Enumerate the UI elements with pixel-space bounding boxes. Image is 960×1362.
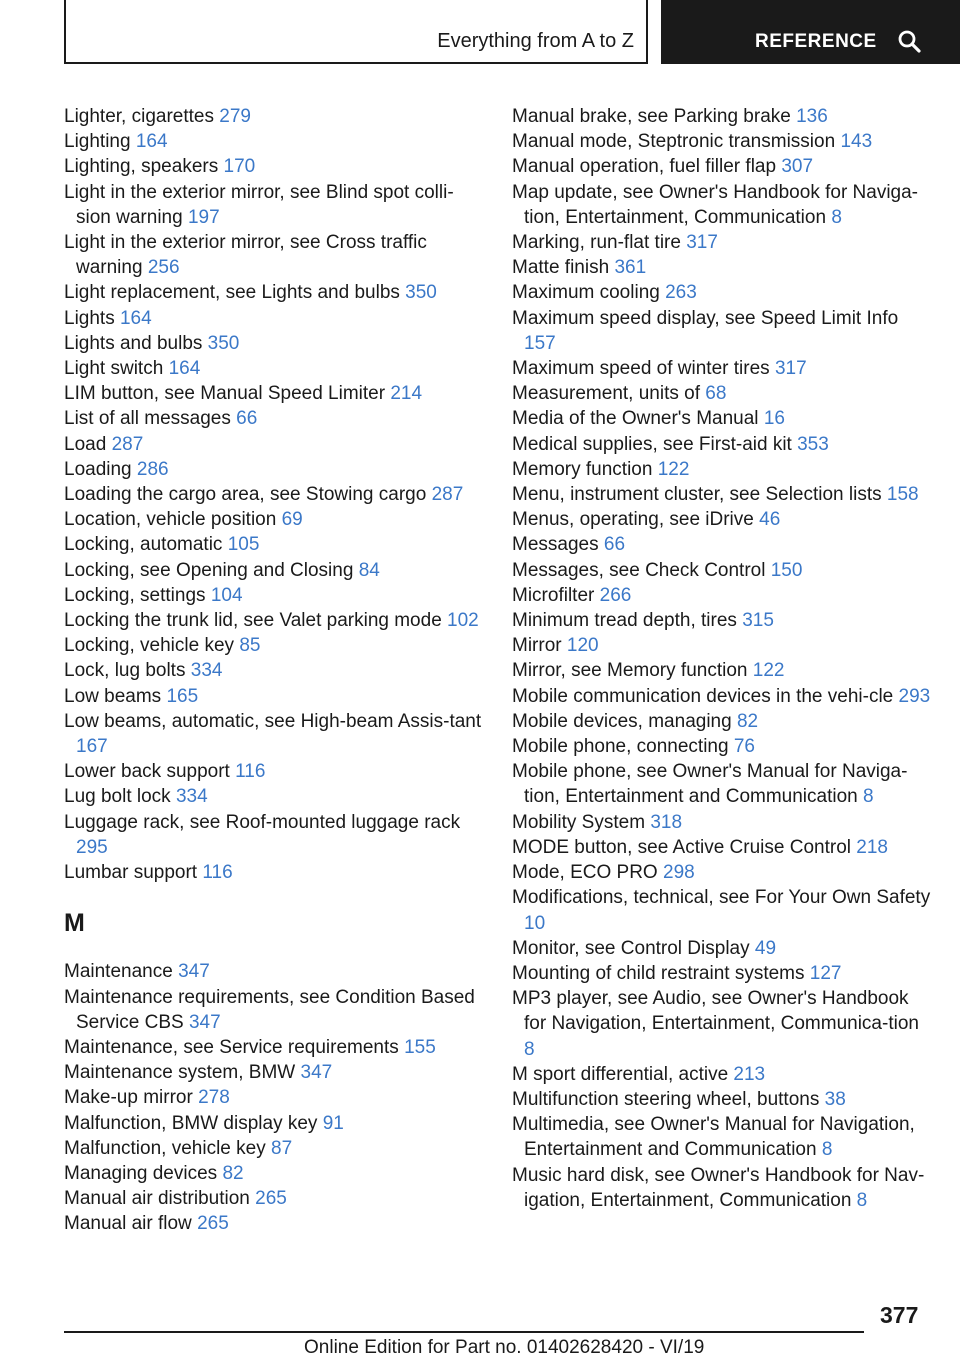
index-entry xyxy=(64,180,484,230)
index-entry-page-link[interactable]: 213 xyxy=(733,1063,766,1085)
index-entry-text: List of all messages xyxy=(64,408,231,430)
index-entry xyxy=(512,104,932,129)
index-entry-page-link[interactable]: 66 xyxy=(603,534,626,556)
index-entry-page-link[interactable]: 150 xyxy=(770,559,803,581)
index-entry xyxy=(64,406,484,431)
index-entry xyxy=(64,1035,484,1060)
index-entry-text: Medical supplies, see First-aid kit xyxy=(512,433,792,455)
index-entry xyxy=(512,961,932,986)
index-entry xyxy=(64,759,484,784)
index-entry-page-link[interactable]: 164 xyxy=(135,131,168,153)
index-entry xyxy=(512,180,932,230)
index-entry xyxy=(512,759,932,809)
index-entry-text: Microfilter xyxy=(512,584,595,606)
index-entry xyxy=(64,306,484,331)
index-entry-page-link[interactable]: 8 xyxy=(821,1139,833,1161)
index-entry-page-link[interactable]: 197 xyxy=(187,206,220,228)
index-entry xyxy=(512,1163,932,1213)
index-entry-text: Lug bolt lock xyxy=(64,786,171,808)
index-entry xyxy=(64,1111,484,1136)
index-entry xyxy=(64,959,484,984)
index-list-l xyxy=(64,104,484,885)
index-entry-text: Locking, automatic xyxy=(64,534,223,556)
index-entry-text: Mode, ECO PRO xyxy=(512,862,658,884)
index-entry-page-link[interactable]: 307 xyxy=(781,156,814,178)
footer-edition xyxy=(304,1337,704,1359)
index-entry-text: Mobile phone, see Owner's Manual for Naviga‐tion, Entertainment and Communication xyxy=(512,761,908,808)
index-entry-page-link[interactable]: 10 xyxy=(524,912,546,934)
index-entry-text: Menus, operating, see iDrive xyxy=(512,509,754,531)
index-entry-page-link[interactable]: 353 xyxy=(797,433,829,455)
index-entry xyxy=(512,532,932,557)
index-entry-page-link[interactable]: 287 xyxy=(111,433,144,455)
index-entry xyxy=(512,306,932,356)
index-entry-text: Lower back support xyxy=(64,761,230,783)
index-entry-page-link[interactable]: 91 xyxy=(322,1112,344,1134)
index-entry xyxy=(64,280,484,305)
index-entry-page-link[interactable]: 102 xyxy=(447,610,479,632)
index-entry-page-link[interactable]: 334 xyxy=(175,786,208,808)
index-entry xyxy=(64,1060,484,1085)
index-column-left xyxy=(64,104,484,1237)
index-entry-text: Monitor, see Control Display xyxy=(512,937,750,959)
index-entry-page-link[interactable]: 279 xyxy=(219,106,251,127)
index-entry xyxy=(512,1112,932,1162)
index-entry-page-link[interactable]: 298 xyxy=(663,862,695,884)
index-entry-page-link[interactable]: 165 xyxy=(166,685,199,707)
index-entry-text: Manual air distribution xyxy=(64,1188,250,1210)
index-entry-page-link[interactable]: 155 xyxy=(404,1036,436,1058)
index-entry-text: Maintenance, see Service requirements xyxy=(64,1036,399,1058)
index-entry-text: Marking, run-flat tire xyxy=(512,232,681,254)
index-entry-text: Locking, see Opening and Closing xyxy=(64,559,354,581)
footer-divider xyxy=(64,1331,864,1333)
index-entry-text: Malfunction, vehicle key xyxy=(64,1137,266,1159)
index-entry xyxy=(64,709,484,759)
index-entry-text: Maximum cooling xyxy=(512,282,660,304)
index-entry xyxy=(64,507,484,532)
index-entry xyxy=(64,810,484,860)
index-entry-page-link[interactable]: 49 xyxy=(754,937,777,959)
reference-tab-label: REFERENCE xyxy=(755,31,877,52)
index-entry-page-link[interactable]: 82 xyxy=(222,1162,244,1184)
index-entry-text: Maintenance system, BMW xyxy=(64,1062,296,1084)
index-entry xyxy=(512,608,932,633)
index-entry xyxy=(512,230,932,255)
index-entry-text: Manual mode, Steptronic transmission xyxy=(512,131,836,153)
index-entry xyxy=(64,1136,484,1161)
index-entry-page-link[interactable]: 46 xyxy=(759,509,781,531)
index-entry-text: Manual brake, see Parking brake xyxy=(512,106,791,127)
index-entry-text: Light in the exterior mirror, see Blind spot colli‐sion warning xyxy=(64,181,454,228)
index-entry-text: Light replacement, see Lights and bulbs xyxy=(64,282,400,304)
index-entry-text: Mirror xyxy=(512,635,562,657)
index-entry-page-link[interactable]: 347 xyxy=(188,1011,221,1033)
index-entry-page-link[interactable]: 85 xyxy=(239,635,261,657)
index-entry xyxy=(512,986,932,1062)
index-entry-page-link[interactable]: 295 xyxy=(76,836,108,858)
index-entry xyxy=(512,583,932,608)
index-entry-text: Make-up mirror xyxy=(64,1087,193,1109)
index-entry xyxy=(512,482,932,507)
index-entry xyxy=(64,608,484,633)
index-entry xyxy=(64,1085,484,1110)
index-entry xyxy=(64,381,484,406)
index-entry-page-link[interactable]: 76 xyxy=(733,736,755,758)
index-entry-page-link[interactable]: 361 xyxy=(614,257,647,279)
index-entry xyxy=(512,356,932,381)
index-entry xyxy=(512,1087,932,1112)
index-entry-text: Low beams, automatic, see High-beam Assis‐tant xyxy=(64,710,482,732)
index-entry xyxy=(64,633,484,658)
index-entry-text: Mobile devices, managing xyxy=(512,710,732,732)
index-entry xyxy=(64,558,484,583)
index-entry-page-link[interactable]: 265 xyxy=(197,1213,229,1235)
index-entry-page-link[interactable]: 293 xyxy=(898,685,931,707)
index-entry-page-link[interactable]: 347 xyxy=(178,961,210,983)
index-entry xyxy=(64,1211,484,1236)
index-entry xyxy=(64,482,484,507)
index-entry-text: Maintenance xyxy=(64,961,173,983)
index-entry-text: Mobile phone, connecting xyxy=(512,736,729,758)
index-entry-text: Locking, vehicle key xyxy=(64,635,235,657)
index-entry-page-link[interactable]: 66 xyxy=(236,408,258,430)
reference-tab[interactable] xyxy=(661,0,960,64)
index-entry-text: Matte finish xyxy=(512,257,610,279)
index-entry-page-link[interactable]: 256 xyxy=(147,257,180,279)
index-entry-page-link[interactable]: 164 xyxy=(168,358,201,380)
index-entry-text: Multifunction steering wheel, buttons xyxy=(512,1088,820,1110)
index-entry xyxy=(512,885,932,935)
index-entry xyxy=(512,1062,932,1087)
index-entry-text: Memory function xyxy=(512,458,653,480)
index-entry-page-link[interactable]: 8 xyxy=(863,786,874,808)
index-entry xyxy=(64,985,484,1035)
index-entry-text: Mirror, see Memory function xyxy=(512,660,748,682)
index-entry xyxy=(64,532,484,557)
index-entry-text: Mobility System xyxy=(512,811,646,833)
index-entry-page-link[interactable]: 136 xyxy=(796,106,828,127)
index-column-right xyxy=(512,104,932,1213)
index-entry xyxy=(512,860,932,885)
index-entry-text: Multimedia, see Owner's Manual for Navigation, Entertainment and Communication xyxy=(512,1114,915,1161)
index-entry-page-link[interactable]: 104 xyxy=(210,584,243,606)
index-entry-text: Lighting xyxy=(64,131,131,153)
index-entry-page-link[interactable]: 143 xyxy=(840,131,873,153)
index-entry xyxy=(64,860,484,885)
index-entry-page-link[interactable]: 8 xyxy=(524,1038,535,1060)
index-entry xyxy=(512,936,932,961)
index-entry-text: Low beams xyxy=(64,685,162,707)
index-entry xyxy=(64,104,484,129)
index-entry-page-link[interactable]: 266 xyxy=(599,584,632,606)
index-entry-page-link[interactable]: 38 xyxy=(824,1088,846,1110)
index-entry-text: Loading the cargo area, see Stowing cargo xyxy=(64,484,427,506)
index-entry xyxy=(512,457,932,482)
index-entry-text: Modifications, technical, see For Your Own Safety xyxy=(512,887,931,909)
index-entry-page-link[interactable]: 158 xyxy=(886,484,919,506)
index-entry xyxy=(512,507,932,532)
index-entry xyxy=(512,684,932,709)
index-entry-page-link[interactable]: 278 xyxy=(198,1087,230,1109)
index-entry-text: M sport differential, active xyxy=(512,1063,729,1085)
index-entry-page-link[interactable]: 157 xyxy=(524,332,556,354)
index-entry-text: Load xyxy=(64,433,107,455)
index-entry-page-link[interactable]: 317 xyxy=(774,358,807,380)
index-entry-text: Loading xyxy=(64,458,132,480)
index-entry-text: Malfunction, BMW display key xyxy=(64,1112,318,1134)
index-entry xyxy=(64,658,484,683)
index-entry xyxy=(64,457,484,482)
index-entry-text: Menu, instrument cluster, see Selection lists xyxy=(512,484,882,506)
index-entry-text: Light switch xyxy=(64,358,164,380)
index-entry-page-link[interactable]: 350 xyxy=(207,332,240,354)
index-entry xyxy=(64,684,484,709)
search-icon[interactable] xyxy=(897,29,921,53)
index-entry xyxy=(64,784,484,809)
index-entry-page-link[interactable]: 69 xyxy=(281,509,303,531)
index-entry-text: Maintenance requirements, see Condition Based Service CBS xyxy=(64,986,475,1033)
index-entry-text: Minimum tread depth, tires xyxy=(512,610,737,632)
index-entry xyxy=(512,255,932,280)
index-entry-text: Light in the exterior mirror, see Cross traffic warning xyxy=(64,232,427,279)
index-entry-text: Music hard disk, see Owner's Handbook for Nav‐igation, Entertainment, Communication xyxy=(512,1164,925,1211)
index-entry xyxy=(64,1161,484,1186)
index-entry xyxy=(512,709,932,734)
index-entry xyxy=(64,356,484,381)
index-entry-page-link[interactable]: 334 xyxy=(190,660,223,682)
index-entry-text: Lumbar support xyxy=(64,862,198,884)
index-entry xyxy=(64,154,484,179)
index-entry-text: Mobile communication devices in the vehi‐cle xyxy=(512,685,894,707)
index-entry-page-link[interactable]: 68 xyxy=(705,383,727,405)
index-entry-text: MP3 player, see Audio, see Owner's Handbook for Navigation, Entertainment, Communica‐tion xyxy=(512,988,919,1035)
index-entry-text: Managing devices xyxy=(64,1162,218,1184)
index-entry xyxy=(64,583,484,608)
index-entry-page-link[interactable]: 287 xyxy=(431,484,464,506)
index-entry-text: Lock, lug bolts xyxy=(64,660,186,682)
index-entry xyxy=(64,432,484,457)
index-entry-page-link[interactable]: 265 xyxy=(255,1188,287,1210)
index-entry-page-link[interactable]: 170 xyxy=(223,156,256,178)
index-entry-page-link[interactable]: 350 xyxy=(405,282,437,304)
index-entry xyxy=(512,129,932,154)
index-entry-text: Maximum speed display, see Speed Limit Info xyxy=(512,307,899,329)
footer-edition-text: Online Edition for Part no. 01402628420 - VI/19 xyxy=(304,1337,705,1358)
index-entry-page-link[interactable]: 87 xyxy=(271,1137,293,1159)
header-section-box xyxy=(64,0,648,64)
index-entry-text: Messages xyxy=(512,534,599,556)
index-entry-page-link[interactable]: 8 xyxy=(856,1189,868,1211)
index-entry-text: Mounting of child restraint systems xyxy=(512,962,805,984)
index-entry-text: Measurement, units of xyxy=(512,383,700,405)
index-entry-text: Manual operation, fuel filler flap xyxy=(512,156,777,178)
index-entry-page-link[interactable]: 218 xyxy=(856,836,888,858)
index-entry-text: Messages, see Check Control xyxy=(512,559,766,581)
section-title: Everything from A to Z xyxy=(437,30,634,52)
index-entry xyxy=(512,658,932,683)
index-entry-page-link[interactable]: 116 xyxy=(202,862,233,884)
index-entry-page-link[interactable]: 16 xyxy=(763,408,785,430)
index-entry xyxy=(512,280,932,305)
index-entry-text: Media of the Owner's Manual xyxy=(512,408,759,430)
index-entry-page-link[interactable]: 318 xyxy=(650,811,683,833)
index-entry-text: Lighting, speakers xyxy=(64,156,219,178)
index-entry-text: Manual air flow xyxy=(64,1213,192,1235)
index-entry xyxy=(64,230,484,280)
index-entry-text: Lights xyxy=(64,307,115,329)
index-list-m-continued xyxy=(512,104,932,1213)
index-entry xyxy=(512,835,932,860)
index-entry xyxy=(512,734,932,759)
index-entry-page-link[interactable]: 317 xyxy=(686,232,718,254)
index-entry-page-link[interactable]: 122 xyxy=(752,660,785,682)
index-entry-text: Locking the trunk lid, see Valet parking mode xyxy=(64,610,442,632)
index-entry xyxy=(64,331,484,356)
index-entry-page-link[interactable]: 164 xyxy=(119,307,152,329)
index-entry-page-link[interactable]: 263 xyxy=(665,282,697,304)
index-entry-text: Maximum speed of winter tires xyxy=(512,358,770,380)
index-entry-page-link[interactable]: 214 xyxy=(390,383,423,405)
index-entry-text: Location, vehicle position xyxy=(64,509,277,531)
index-entry-text: Lights and bulbs xyxy=(64,332,203,354)
index-entry-text: MODE button, see Active Cruise Control xyxy=(512,836,851,858)
index-entry xyxy=(512,810,932,835)
index-entry xyxy=(64,1186,484,1211)
index-entry-page-link[interactable]: 8 xyxy=(831,206,842,228)
index-entry-page-link[interactable]: 347 xyxy=(300,1062,333,1084)
index-entry-page-link[interactable]: 82 xyxy=(736,710,759,732)
section-letter: M xyxy=(64,909,85,938)
index-entry-page-link[interactable]: 286 xyxy=(136,458,169,480)
index-entry-page-link[interactable]: 315 xyxy=(742,610,774,632)
page-number: 377 xyxy=(880,1302,919,1328)
index-entry-text: Luggage rack, see Roof-mounted luggage rack xyxy=(64,811,461,833)
index-entry xyxy=(512,381,932,406)
index-entry xyxy=(512,432,932,457)
index-entry-page-link[interactable]: 122 xyxy=(657,458,690,480)
index-entry-text: Locking, settings xyxy=(64,584,206,606)
index-entry-text: Lighter, cigarettes xyxy=(64,106,214,127)
index-entry xyxy=(512,406,932,431)
index-entry xyxy=(64,129,484,154)
index-entry-page-link[interactable]: 167 xyxy=(76,736,108,758)
index-entry-page-link[interactable]: 120 xyxy=(566,635,599,657)
index-entry-page-link[interactable]: 105 xyxy=(227,534,260,556)
index-entry xyxy=(512,558,932,583)
index-entry-page-link[interactable]: 116 xyxy=(235,761,266,783)
index-entry-page-link[interactable]: 84 xyxy=(358,559,380,581)
index-list-m xyxy=(64,959,484,1236)
index-entry-page-link[interactable]: 127 xyxy=(809,962,842,984)
index-entry xyxy=(512,154,932,179)
index-entry-text: Map update, see Owner's Handbook for Naviga‐tion, Entertainment, Communication xyxy=(512,181,919,228)
index-entry xyxy=(512,633,932,658)
index-entry-text: LIM button, see Manual Speed Limiter xyxy=(64,383,386,405)
